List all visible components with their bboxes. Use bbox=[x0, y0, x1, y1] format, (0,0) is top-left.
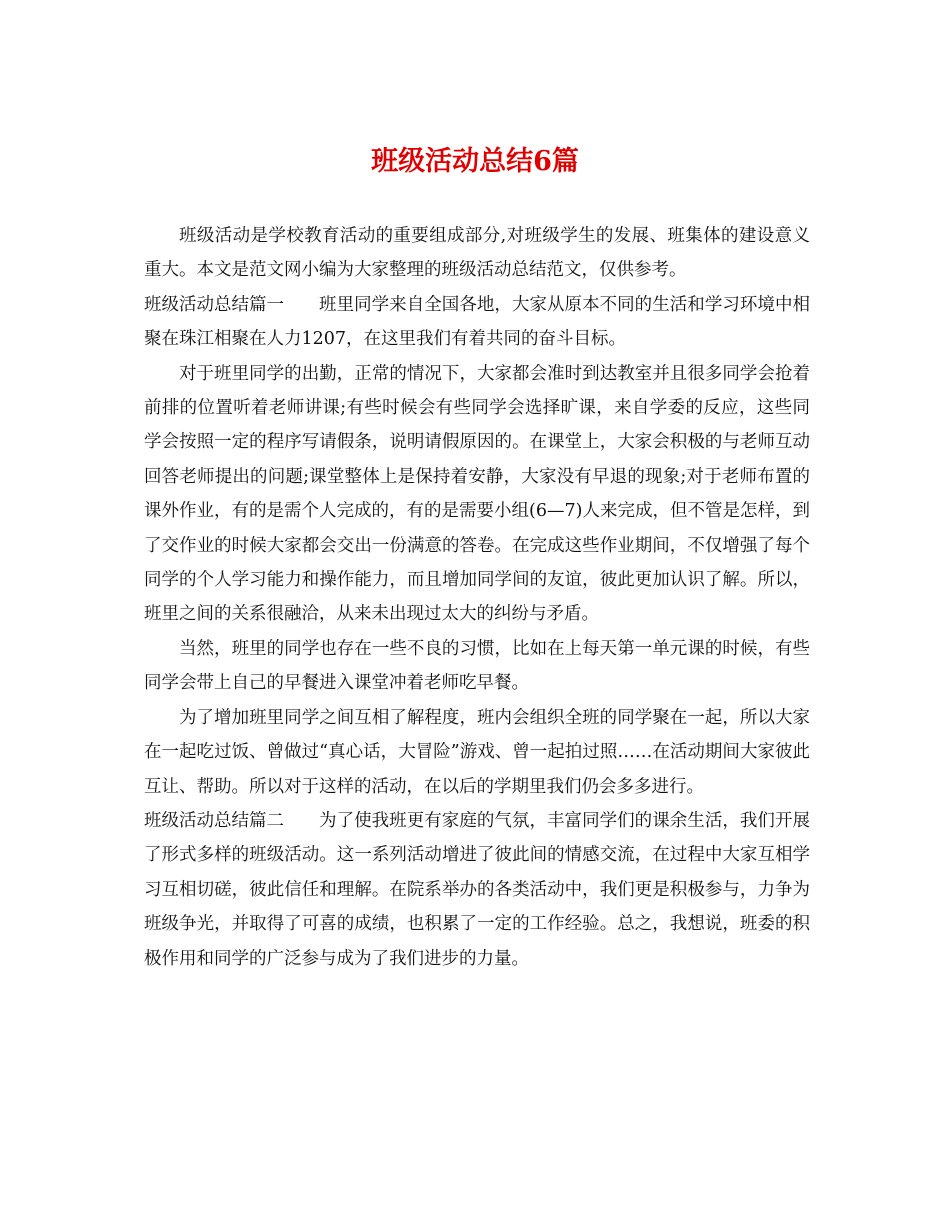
section1-paragraph: 当然，班里的同学也存在一些不良的习惯，比如在上每天第一单元课的时候，有些同学会带上自己的早餐进入课堂冲着老师吃早餐。 bbox=[144, 638, 810, 694]
section1-paragraph: 为了增加班里同学之间互相了解程度，班内会组织全班的同学聚在一起，所以大家在一起吃过饭、曾做过“真心话，大冒险”游戏、曾一起拍过照……在活动期间大家彼此互让、帮助。所以对于这样的活动，在以后的学期里我们仍会多多进行。 bbox=[144, 707, 810, 797]
section1-first-paragraph bbox=[144, 288, 810, 357]
section2-heading: 班级活动总结篇二 bbox=[144, 810, 284, 831]
page-title: 班级活动总结6篇 bbox=[371, 146, 579, 177]
section1-paragraph: 对于班里同学的出勤，正常的情况下，大家都会准时到达教室并且很多同学会抢着前排的位置听着老师讲课;有些时候会有些同学会选择旷课，来自学委的反应，这些同学会按照一定的程序写请假条，说明请假原因的。在课堂上，大家会积极的与老师互动回答老师提出的问题;课堂整体上是保持着安静，大家没有早退的现象;对于老师布置的课外作业，有的是需个人完成的，有的是需要小组(6—7)人来完成，但不管是怎样，到了交作业的时候大家都会交出一份满意的答卷。在完成这些作业期间，不仅增强了每个同学的个人学习能力和操作能力，而且增加同学间的友谊，彼此更加认识了解。所以，班里之间的关系很融洽，从来未出现过太大的纠纷与矛盾。 bbox=[144, 363, 810, 625]
section1-heading: 班级活动总结篇一 bbox=[144, 294, 284, 315]
intro-paragraph: 班级活动是学校教育活动的重要组成部分,对班级学生的发展、班集体的建设意义重大。本文是范文网小编为大家整理的班级活动总结范文，仅供参考。 bbox=[144, 226, 810, 281]
section2-first-paragraph bbox=[144, 804, 810, 976]
section1-opening: 班里同学来自全国各地，大家从原本不同的生活和学习环境中相聚在珠江相聚在人力1207，在这里我们有着共同的奋斗目标。 bbox=[144, 294, 810, 350]
document-body bbox=[144, 219, 810, 976]
section2-opening: 为了使我班更有家庭的气氛，丰富同学们的课余生活，我们开展了形式多样的班级活动。这一系列活动增进了彼此间的情感交流，在过程中大家互相学习互相切磋，彼此信任和理解。在院系举办的各类活动中，我们更是积极参与，力争为班级争光，并取得了可喜的成绩，也积累了一定的工作经验。总之，我想说，班委的积极作用和同学的广泛参与成为了我们进步的力量。 bbox=[144, 810, 810, 969]
